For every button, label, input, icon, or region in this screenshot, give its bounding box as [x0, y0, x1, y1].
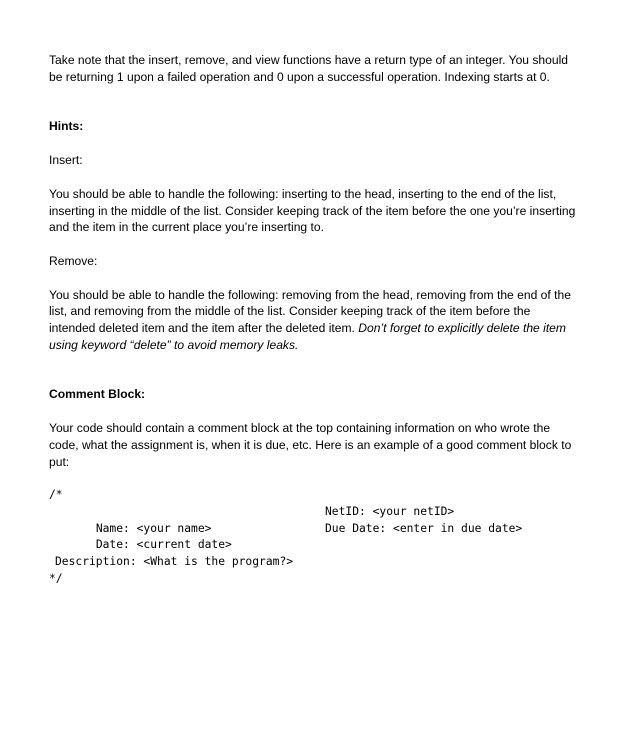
- document-page: [49, 52, 579, 587]
- code-line-date: [49, 521, 579, 552]
- code-name: Name: <your name>: [95, 521, 212, 535]
- insert-hint-paragraph: You should be able to handle the following: inserting to the head, inserting to the end of the list, inserting in the middle of the list. Consider keeping track of the item before the one you’re inserting and the item in the current place you’re inserting to.: [49, 186, 576, 235]
- remove-hint-paragraph: [49, 287, 579, 354]
- comment-block-heading: Comment Block:: [49, 387, 146, 402]
- code-description: Description: <What is the program?>: [55, 555, 294, 568]
- code-open: /*: [49, 488, 63, 502]
- code-due-date: Due Date: <enter in due date>: [325, 521, 523, 535]
- remove-hint-text: You should be able to handle the following: removing from the head, removing from the end of the list, and removing from the middle of the list. Consider keeping track of the item before the intended deleted item and the item after the deleted item.: [49, 287, 571, 336]
- code-netid: NetID: <your netID>: [325, 504, 455, 518]
- code-close: */: [49, 571, 63, 585]
- comment-block-paragraph: Your code should contain a comment block at the top containing information on who wrote the code, what the assignment is, when it is due, etc. Here is an example of a good comment block to put:: [49, 421, 572, 469]
- insert-label: Insert:: [49, 153, 83, 168]
- remove-hint-emphasis: Don’t forget to explicitly delete the item using keyword “delete” to avoid memory leaks.: [49, 321, 566, 352]
- intro-paragraph: Take note that the insert, remove, and view functions have a return type of an integer. You should be returning 1 upon a failed operation and 0 upon a successful operation. Indexing starts at 0.: [49, 53, 569, 84]
- hints-heading: Hints:: [49, 119, 84, 134]
- code-date: Date: <current date>: [95, 538, 232, 552]
- remove-label: Remove:: [49, 253, 98, 268]
- comment-block-example: [49, 487, 579, 587]
